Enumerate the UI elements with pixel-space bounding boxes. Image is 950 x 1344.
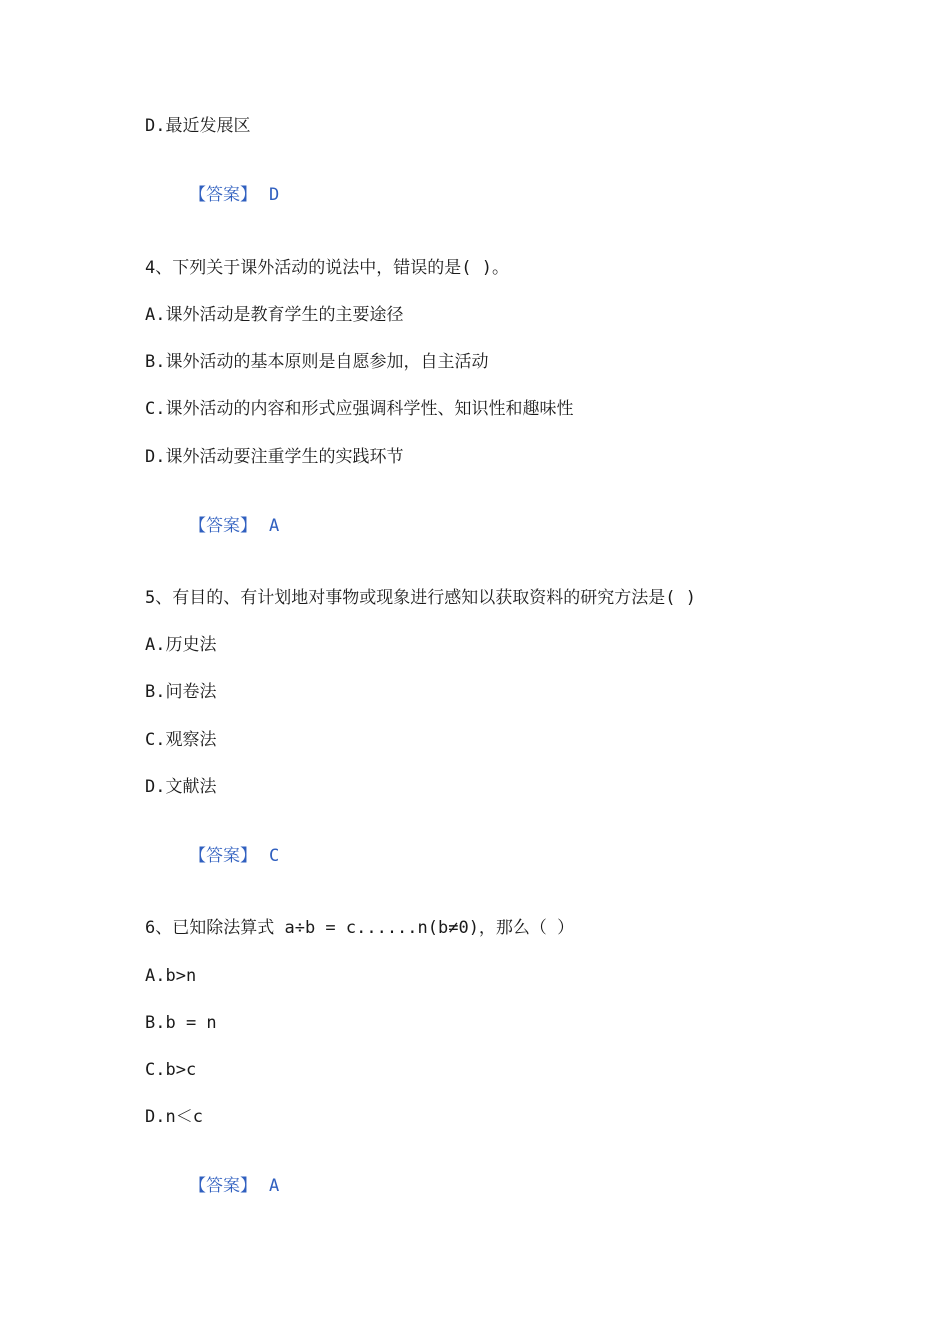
q6-option-b: B.b = n (145, 1013, 217, 1033)
answer-value: A (268, 516, 280, 536)
q3-option-d: D.最近发展区 (145, 116, 251, 136)
q4-option-c: C.课外活动的内容和形式应强调科学性、知识性和趣味性 (145, 399, 574, 419)
answer-value: C (268, 846, 280, 866)
answer-label: 【答案】 (188, 1176, 257, 1196)
answer-label: 【答案】 (188, 185, 257, 205)
q6-option-d: D.n＜c (145, 1107, 203, 1127)
q4-option-d: D.课外活动要注重学生的实践环节 (145, 447, 404, 467)
q6-option-a: A.b>n (145, 966, 197, 986)
q5-option-b: B.问卷法 (145, 682, 217, 702)
q6-option-c: C.b>c (145, 1060, 197, 1080)
q4-answer (148, 493, 279, 559)
q4-option-b: B.课外活动的基本原则是自愿参加，自主活动 (145, 352, 489, 372)
q5-answer (148, 823, 279, 889)
q6-stem: 6、已知除法算式 a÷b = c......n(b≠0)，那么（ ） (145, 918, 575, 938)
answer-value: D (268, 185, 280, 205)
q4-option-a: A.课外活动是教育学生的主要途径 (145, 305, 404, 325)
q5-option-c: C.观察法 (145, 730, 217, 750)
q3-answer (148, 162, 279, 228)
q4-stem: 4、下列关于课外活动的说法中，错误的是( )。 (145, 258, 509, 278)
q5-stem: 5、有目的、有计划地对事物或现象进行感知以获取资料的研究方法是( ) (145, 588, 696, 608)
q5-option-d: D.文献法 (145, 777, 217, 797)
answer-label: 【答案】 (188, 516, 257, 536)
answer-label: 【答案】 (188, 846, 257, 866)
answer-value: A (268, 1176, 280, 1196)
q5-option-a: A.历史法 (145, 635, 217, 655)
q6-answer (148, 1153, 279, 1219)
